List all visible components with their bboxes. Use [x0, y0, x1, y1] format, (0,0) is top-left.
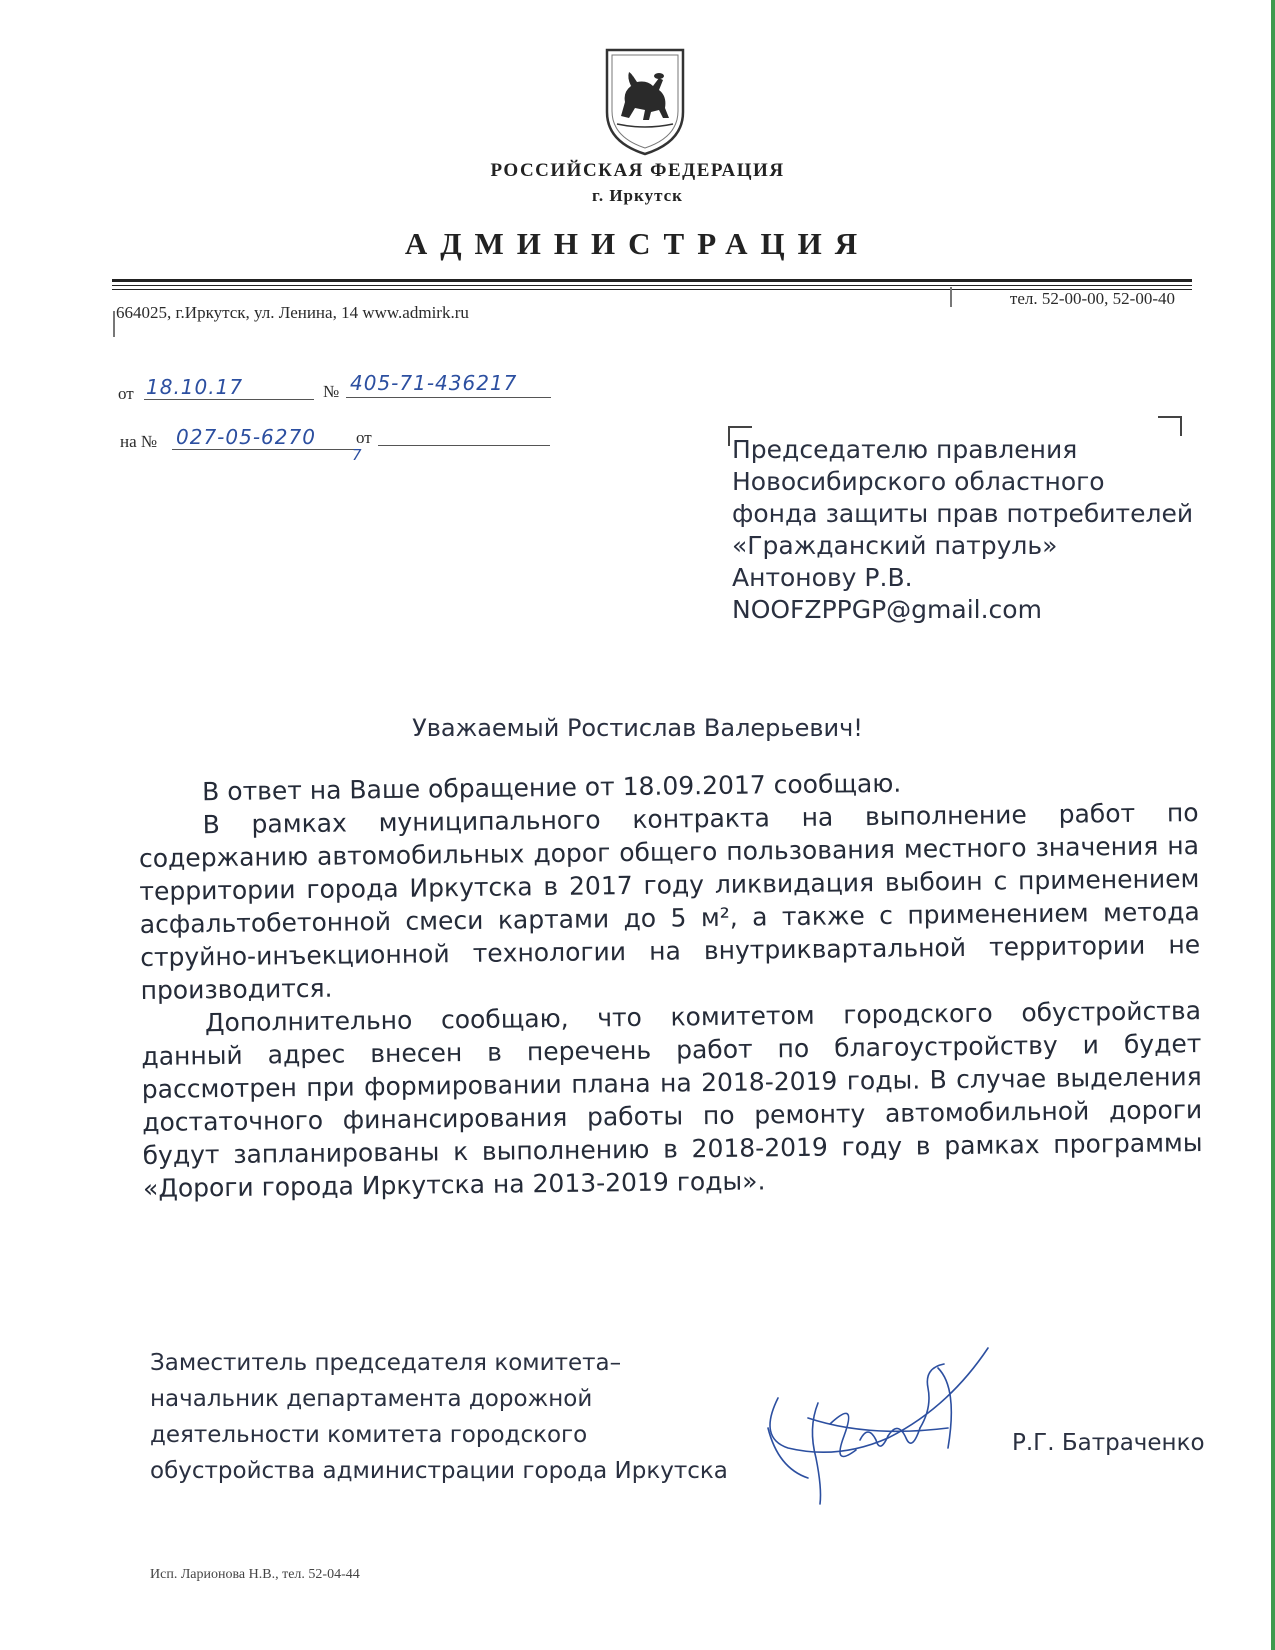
signatory-title-line: Заместитель председателя комитета–	[150, 1350, 622, 1376]
reply-from-mark: 7	[352, 446, 363, 464]
recipient-line: «Гражданский патруль»	[732, 531, 1058, 560]
signatory-title-line: деятельности комитета городского	[150, 1422, 588, 1448]
recipient-line: Председателю правления	[732, 435, 1078, 464]
from-date: 18.10.17	[146, 375, 244, 399]
signatory-title-line: начальник департамента дорожной	[150, 1386, 593, 1412]
signatory-name: Р.Г. Батраченко	[1012, 1430, 1205, 1456]
greeting: Уважаемый Ростислав Валерьевич!	[412, 714, 863, 742]
outgoing-number: 405-71-436217	[350, 371, 518, 395]
reply-number-underline	[172, 449, 354, 450]
from-date-underline	[144, 399, 314, 400]
recipient-block	[732, 434, 1192, 626]
signatory-title	[150, 1345, 728, 1489]
number-underline	[346, 397, 551, 398]
number-label: №	[323, 382, 340, 401]
stamp-bracket	[113, 311, 115, 337]
body-paragraph: Дополнительно сообщаю, что комитетом городского обустройства данный адрес внесен в перечень работ по благоустройству и будет рассмотрен при формировании плана на 2018-2019 годы. В случае выделения достаточного финансирования работы по ремонту автомобильной дороги будут запланированы к выполнению в 2018-2019 году в рамках программы «Дороги города Иркутска на 2013-2019 годы».	[141, 996, 1203, 1203]
from-label: от	[118, 384, 134, 403]
executor-note: Исп. Ларионова Н.В., тел. 52-04-44	[150, 1567, 360, 1582]
handwritten-signature-icon	[748, 1328, 1008, 1506]
organization-title: АДМИНИСТРАЦИЯ	[404, 226, 871, 261]
reply-number: 027-05-6270	[176, 425, 316, 449]
reply-from-label: от	[356, 428, 372, 447]
country-name: РОССИЙСКАЯ ФЕДЕРАЦИЯ	[490, 160, 785, 181]
recipient-line: Антонову Р.В.	[732, 563, 913, 592]
organization-phone: тел. 52-00-00, 52-00-40	[1009, 289, 1175, 308]
stamp-bracket	[950, 287, 952, 307]
letter-body	[138, 763, 1203, 1205]
header-rule-thick	[112, 279, 1192, 282]
recipient-line: фонда защиты прав потребителей	[732, 499, 1194, 528]
recipient-corner-mark	[1158, 416, 1182, 436]
signatory-title-line: обустройства администрации города Иркутска	[150, 1458, 728, 1484]
body-paragraph: В ответ на Ваше обращение от 18.09.2017 сообщаю.	[202, 768, 902, 807]
header-rule-thin	[112, 285, 1192, 286]
body-paragraph: В рамках муниципального контракта на выполнение работ по содержанию автомобильных дорог общего пользования местного значения на территории города Иркутска в 2017 году ликвидация выбоин с применением асфальтобетонной смеси картами до 5 м², а также с применением метода струйно-инъекционной технологии на внутриквартальной территории не производится.	[138, 798, 1201, 1005]
organization-address: 664025, г.Иркутск, ул. Ленина, 14 www.admirk.ru	[116, 303, 469, 322]
irkutsk-coat-of-arms-icon	[603, 46, 687, 158]
reply-label: на №	[120, 432, 158, 451]
recipient-line: Новосибирского областного	[732, 467, 1105, 496]
city-name: г. Иркутск	[592, 186, 683, 205]
recipient-email: NOOFZPPGP@gmail.com	[732, 595, 1042, 624]
reply-from-underline	[378, 445, 550, 446]
